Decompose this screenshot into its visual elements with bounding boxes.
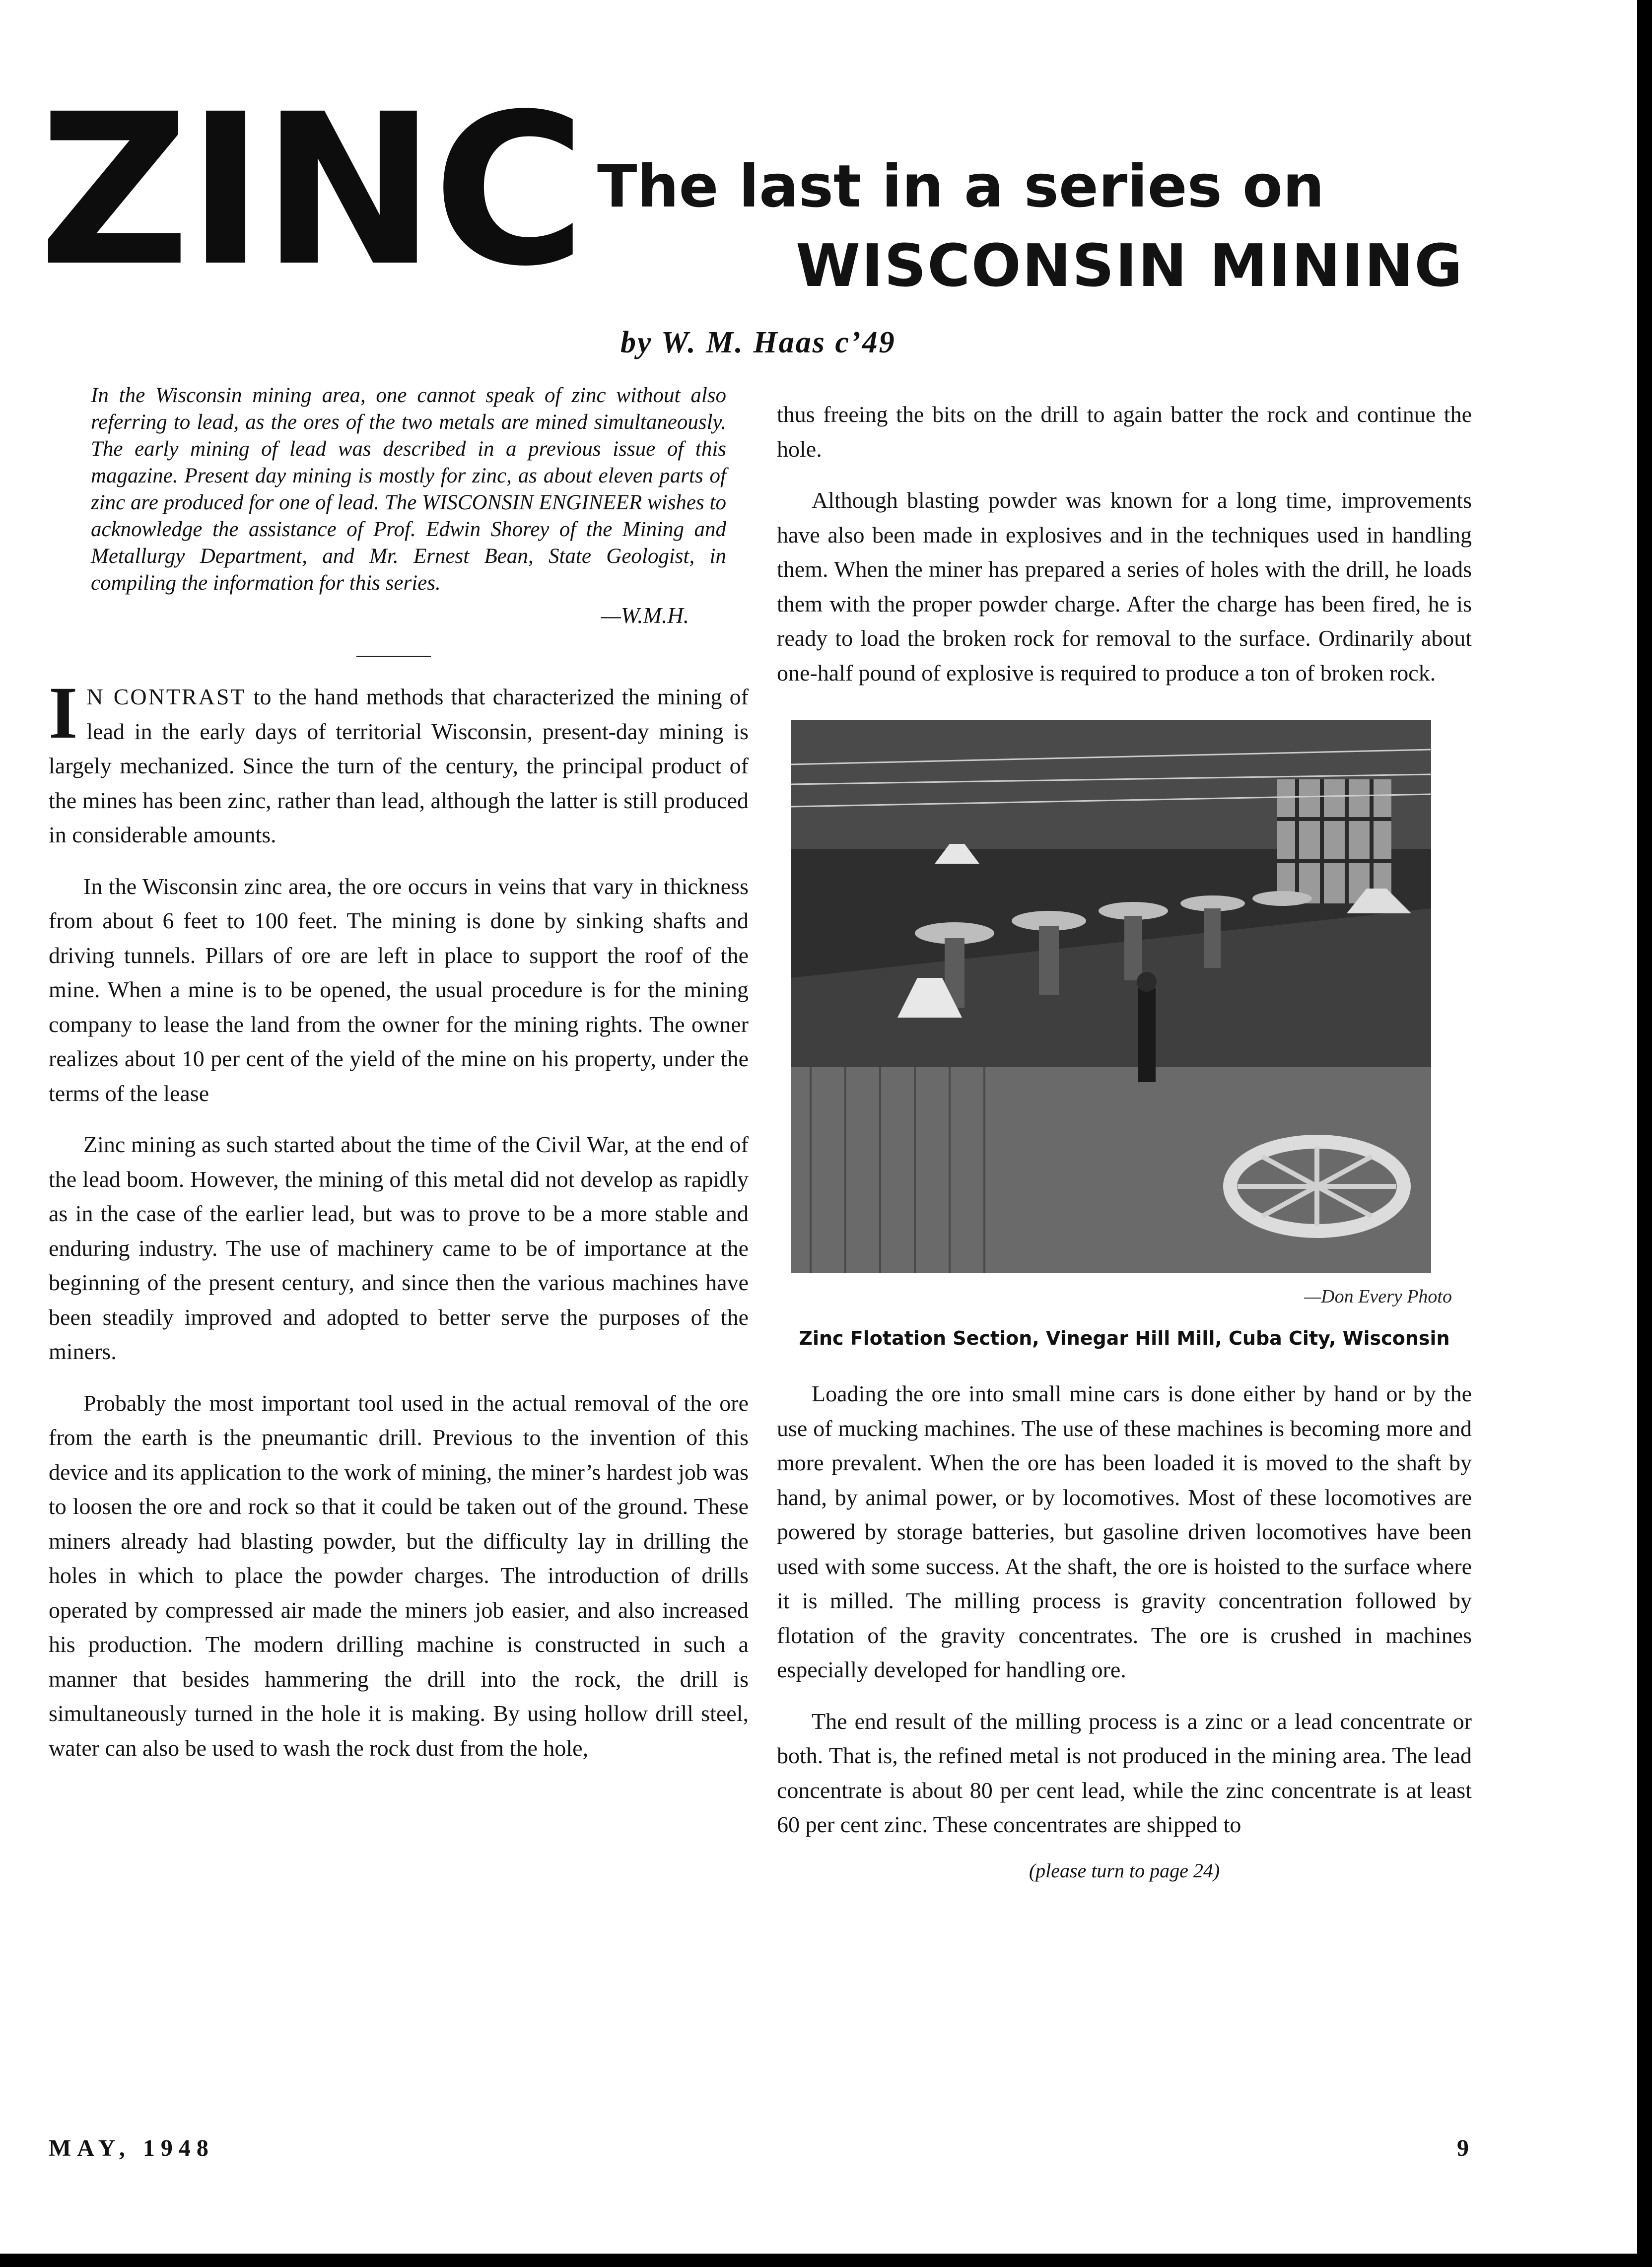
mill-photo-illustration	[791, 720, 1431, 1273]
body-paragraph: Although blasting powder was known for a long time, improvements have also been made in explosives and in the techniques used in handling them. When the miner has prepared a series of holes with the drill, he loads them with the proper powder charge. After the charge has been fired, he is ready to load the broken rock for removal to the surface. Ordinarily about one-half pound of explosive is required to produce a ton of broken rock.	[777, 487, 1472, 686]
photo-caption: Zinc Flotation Section, Vinegar Hill Mill, Cuba City, Wisconsin	[799, 1327, 1450, 1349]
body-paragraph: The end result of the milling process is a zinc or a lead concentrate or both. That is, the refined metal is not produced in the mining area. The lead concentrate is about 80 per cent lead, while the zinc concentrate is at least 60 per cent zinc. These concentrates are shipped to	[777, 1708, 1472, 1837]
article-subtitle	[570, 149, 1463, 308]
issue-date: MAY, 1948	[49, 2135, 214, 2161]
drop-cap: I	[49, 672, 78, 754]
body-paragraph: Loading the ore into small mine cars is done either by hand or by the use of mucking machines. The use of these machines is becoming more and more prevalent. When the ore has been loaded it is moved to the shaft by hand, by animal power, or by locomotives. Most of these locomotives are powered by storage batteries, but gasoline driven locomotives have been used with some success. At the shaft, the ore is hoisted to the surface where it is milled. The milling process is gravity concentration followed by flotation of the gravity concentrates. The ore is crushed in machines especially developed for handling ore.	[777, 1381, 1472, 1682]
continuation-note: (please turn to page 24)	[1029, 1859, 1220, 1882]
article-title: ZINC	[39, 69, 583, 312]
intro-paragraph: In the Wisconsin mining area, one cannot speak of zinc without also referring to lead, as the ores of the two metals are mined simultaneously. The early mining of lead was described in a previous issue of this magazine. Present day mining is mostly for zinc, as about eleven parts of zinc are produced for one of lead. The WISCONSIN ENGINEER wishes to acknowledge the assistance of Prof. Edwin Shorey of the Mining and Metallurgy Department, and Mr. Ernest Bean, State Geologist, in compiling the information for this series.	[91, 384, 726, 595]
photo-credit: —Don Every Photo	[1304, 1286, 1452, 1307]
subtitle-line-2: WISCONSIN MINING	[795, 231, 1463, 300]
body-paragraph: Probably the most important tool used in the actual removal of the ore from the earth is the pneumantic drill. Previous to the invention of this device and its application to the work of mining, the miner’s hardest job was to loosen the ore and rock so that it could be taken out of the ground. These miners already had blasting powder, but the difficulty lay in drilling the holes in which to place the powder charges. The introduction of drills operated by compressed air made the miners job easier, and also increased his production. The modern drilling machine is constructed in such a manner that besides hammering the drill into the rock, the drill is simultaneously turned in the hole it is making. By using hollow drill steel, water can also be used to wash the rock dust from the hole,	[49, 1390, 749, 1761]
body-paragraph: In the Wisconsin zinc area, the ore occurs in veins that vary in thickness from about 6 feet to 100 feet. The mining is done by sinking shafts and driving tunnels. Pillars of ore are left in place to support the roof of the mine. When a mine is to be opened, the usual procedure is for the mining company to lease the land from the owner for the mining rights. The owner realizes about 10 per cent of the yield of the mine on his property, under the terms of the lease	[49, 873, 749, 1106]
body-paragraph: Zinc mining as such started about the time of the Civil War, at the end of the lead boom. However, the mining of this metal did not develop as rapidly as in the case of the earlier lead, but was to prove to be a more stable and enduring industry. The use of machinery came to be of importance at the beginning of the present century, and since then the various machines have been steadily improved and adopted to better serve the purposes of the miners.	[49, 1132, 749, 1364]
mill-photo	[791, 720, 1431, 1273]
right-column	[777, 397, 1472, 1882]
section-divider	[356, 656, 431, 657]
subtitle-line-1: The last in a series on	[597, 152, 1324, 220]
body-paragraph	[49, 672, 749, 852]
body-paragraph: thus freeing the bits on the drill to again batter the rock and continue the hole.	[777, 402, 1472, 462]
page-number: 9	[1457, 2135, 1469, 2161]
left-column	[49, 382, 749, 1782]
lead-in-caps: N CONTRAST	[86, 684, 246, 709]
intro-signature: —W.M.H.	[601, 603, 689, 628]
byline: by W. M. Haas c’49	[620, 326, 896, 359]
paragraph-text: to the hand methods that characterized the mining of lead in the early days of territorial Wisconsin, present-day mining is largely mechanized. Since the turn of the century, the principal product of the mines has been zinc, rather than lead, although the latter is still produced in considerable amounts.	[49, 684, 749, 847]
